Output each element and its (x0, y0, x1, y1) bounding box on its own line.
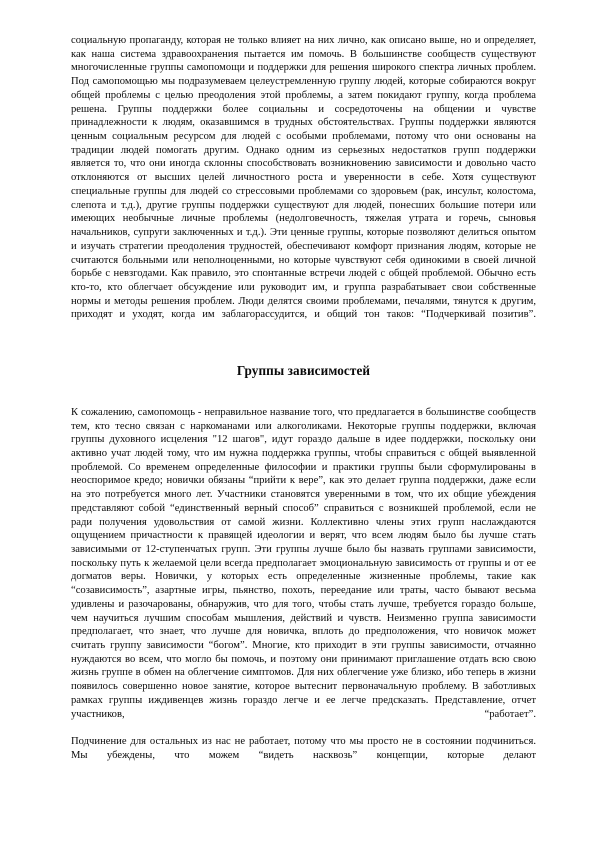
paragraph-block: К сожалению, самопомощь - неправильное название того, что предлагается в большинстве сообществ тем, кто тесно связан с наркоманами или алкоголиками. Некоторые группы поддержки, включая группы духовного исцеления "12 шагов", идут гораздо дальше в идее поддержки, поскольку они активно учат людей тому, что им нужна поддержка группы, чтобы справиться с общей выявленной проблемой. Со временем определенные философии и практики группы были сформулированы в неоспоримое кредо; новички обязаны “прийти к вере”, как это делает группа поддержки, даже если на это потребуется много лет. Участники становятся уверенными в том, что их общие убеждения представляют собой “единственный верный способ” справиться с возникшей проблемой, если не ради получения удовольствия от самой жизни. Коллективно члены этих групп наслаждаются ощущением причастности к правящей идеологии и верят, что всем людям было бы лучше стать зависимыми от 12-ступенчатых групп. Эти группы лучше было бы назвать группами зависимости, поскольку путь к желаемой цели всегда предполагает эмоциональную зависимость от группы и от ее догматов веры. Новички, у которых есть определенные жизненные проблемы, такие как “созависимость”, азартные игры, пьянство, похоть, переедание или траты, часто бывают весьма удивлены и разочарованы, обнаружив, что для того, чтобы стать лучше, требуется гораздо больше, чем научиться лучшим способам мышления, действий и чувств. Неизменно группа зависимости предполагает, что знает, что лучше для новичка, вплоть до предположения, что новичок может считать группу зависимости “богом”. Многие, кто приходит в эти группы зависимости, отчаянно нуждаются во всем, что могло бы помочь, и поэтому они принимают приглашение отдать всю свою жизнь группе в обмен на облегчение симптомов. Для них облегчение уже близко, ибо теперь в жизни появилось совершенно новое занятие, которое вытеснит первоначальную проблему. В заботливых рамках группы иждивенцев жизнь гораздо легче и ее легче предсказать. Представление, отчет участников, “работает”. (71, 406, 536, 720)
paragraph-block: социальную пропаганду, которая не только влияет на них лично, как описано выше, но и определяет, как наша система здравоохранения пытается им помочь. В большинстве сообществ существуют многочисленные группы самопомощи и поддержки для решения широкого спектра личных проблем. Под самопомощью мы подразумеваем целеустремленную группу людей, которые собираются вокруг общей проблемы с целью преодоления этой проблемы, а затем покидают группу, когда проблема решена. Группы поддержки более социальны и сосредоточены на общении и чувстве принадлежности к людям, оказавшимся в трудных обстоятельствах. Группы поддержки являются ценным социальным ресурсом для людей с особыми проблемами, потому что они основаны на традиции людей помогать другим. Однако одним из серьезных недостатков групп поддержки является то, что они иногда склонны способствовать возникновению зависимости и довольно часто отклоняются от высших целей личностного роста и уверенности в себе. Хотя существуют специальные группы для людей со стрессовыми проблемами со здоровьем (рак, инсульт, колостома, слепота и т.д.), другие группы поддержки существуют для людей, понесших большие потери или имеющих необычные личные проблемы (недолговечность, тяжелая утрата и горечь, сыновья начальников, супруги заключенных и т.д.). Эти ценные группы, которые позволяют делиться опытом и изучать стратегии преодоления трудностей, обеспечивают комфорт признания людям, которые не считаются больными или неполноценными, но которые чувствуют себя одинокими в своей личной борьбе с невзгодами. Как правило, это спонтанные встречи людей с общей проблемой. Обычно есть кто-то, кто облегчает обсуждение или руководит им, и группа разрабатывает свои собственные нормы и методы решения проблем. Люди делятся своими проблемами, печалями, тянутся к другим, приходят и уходят, когда им заблагорассудится, и общий тон таков: “Подчеркивай позитив”. (71, 35, 536, 321)
document-text-body (71, 34, 536, 776)
paragraph-block: Подчинение для остальных из нас не работает, потому что мы просто не в состоянии подчиниться. Мы убеждены, что можем “видеть насквозь” концепции, которые делают (71, 736, 536, 761)
heading-bottom-spacer (71, 379, 536, 406)
heading-top-spacer (71, 336, 536, 363)
section-heading: Группы зависимостей (236, 362, 371, 378)
